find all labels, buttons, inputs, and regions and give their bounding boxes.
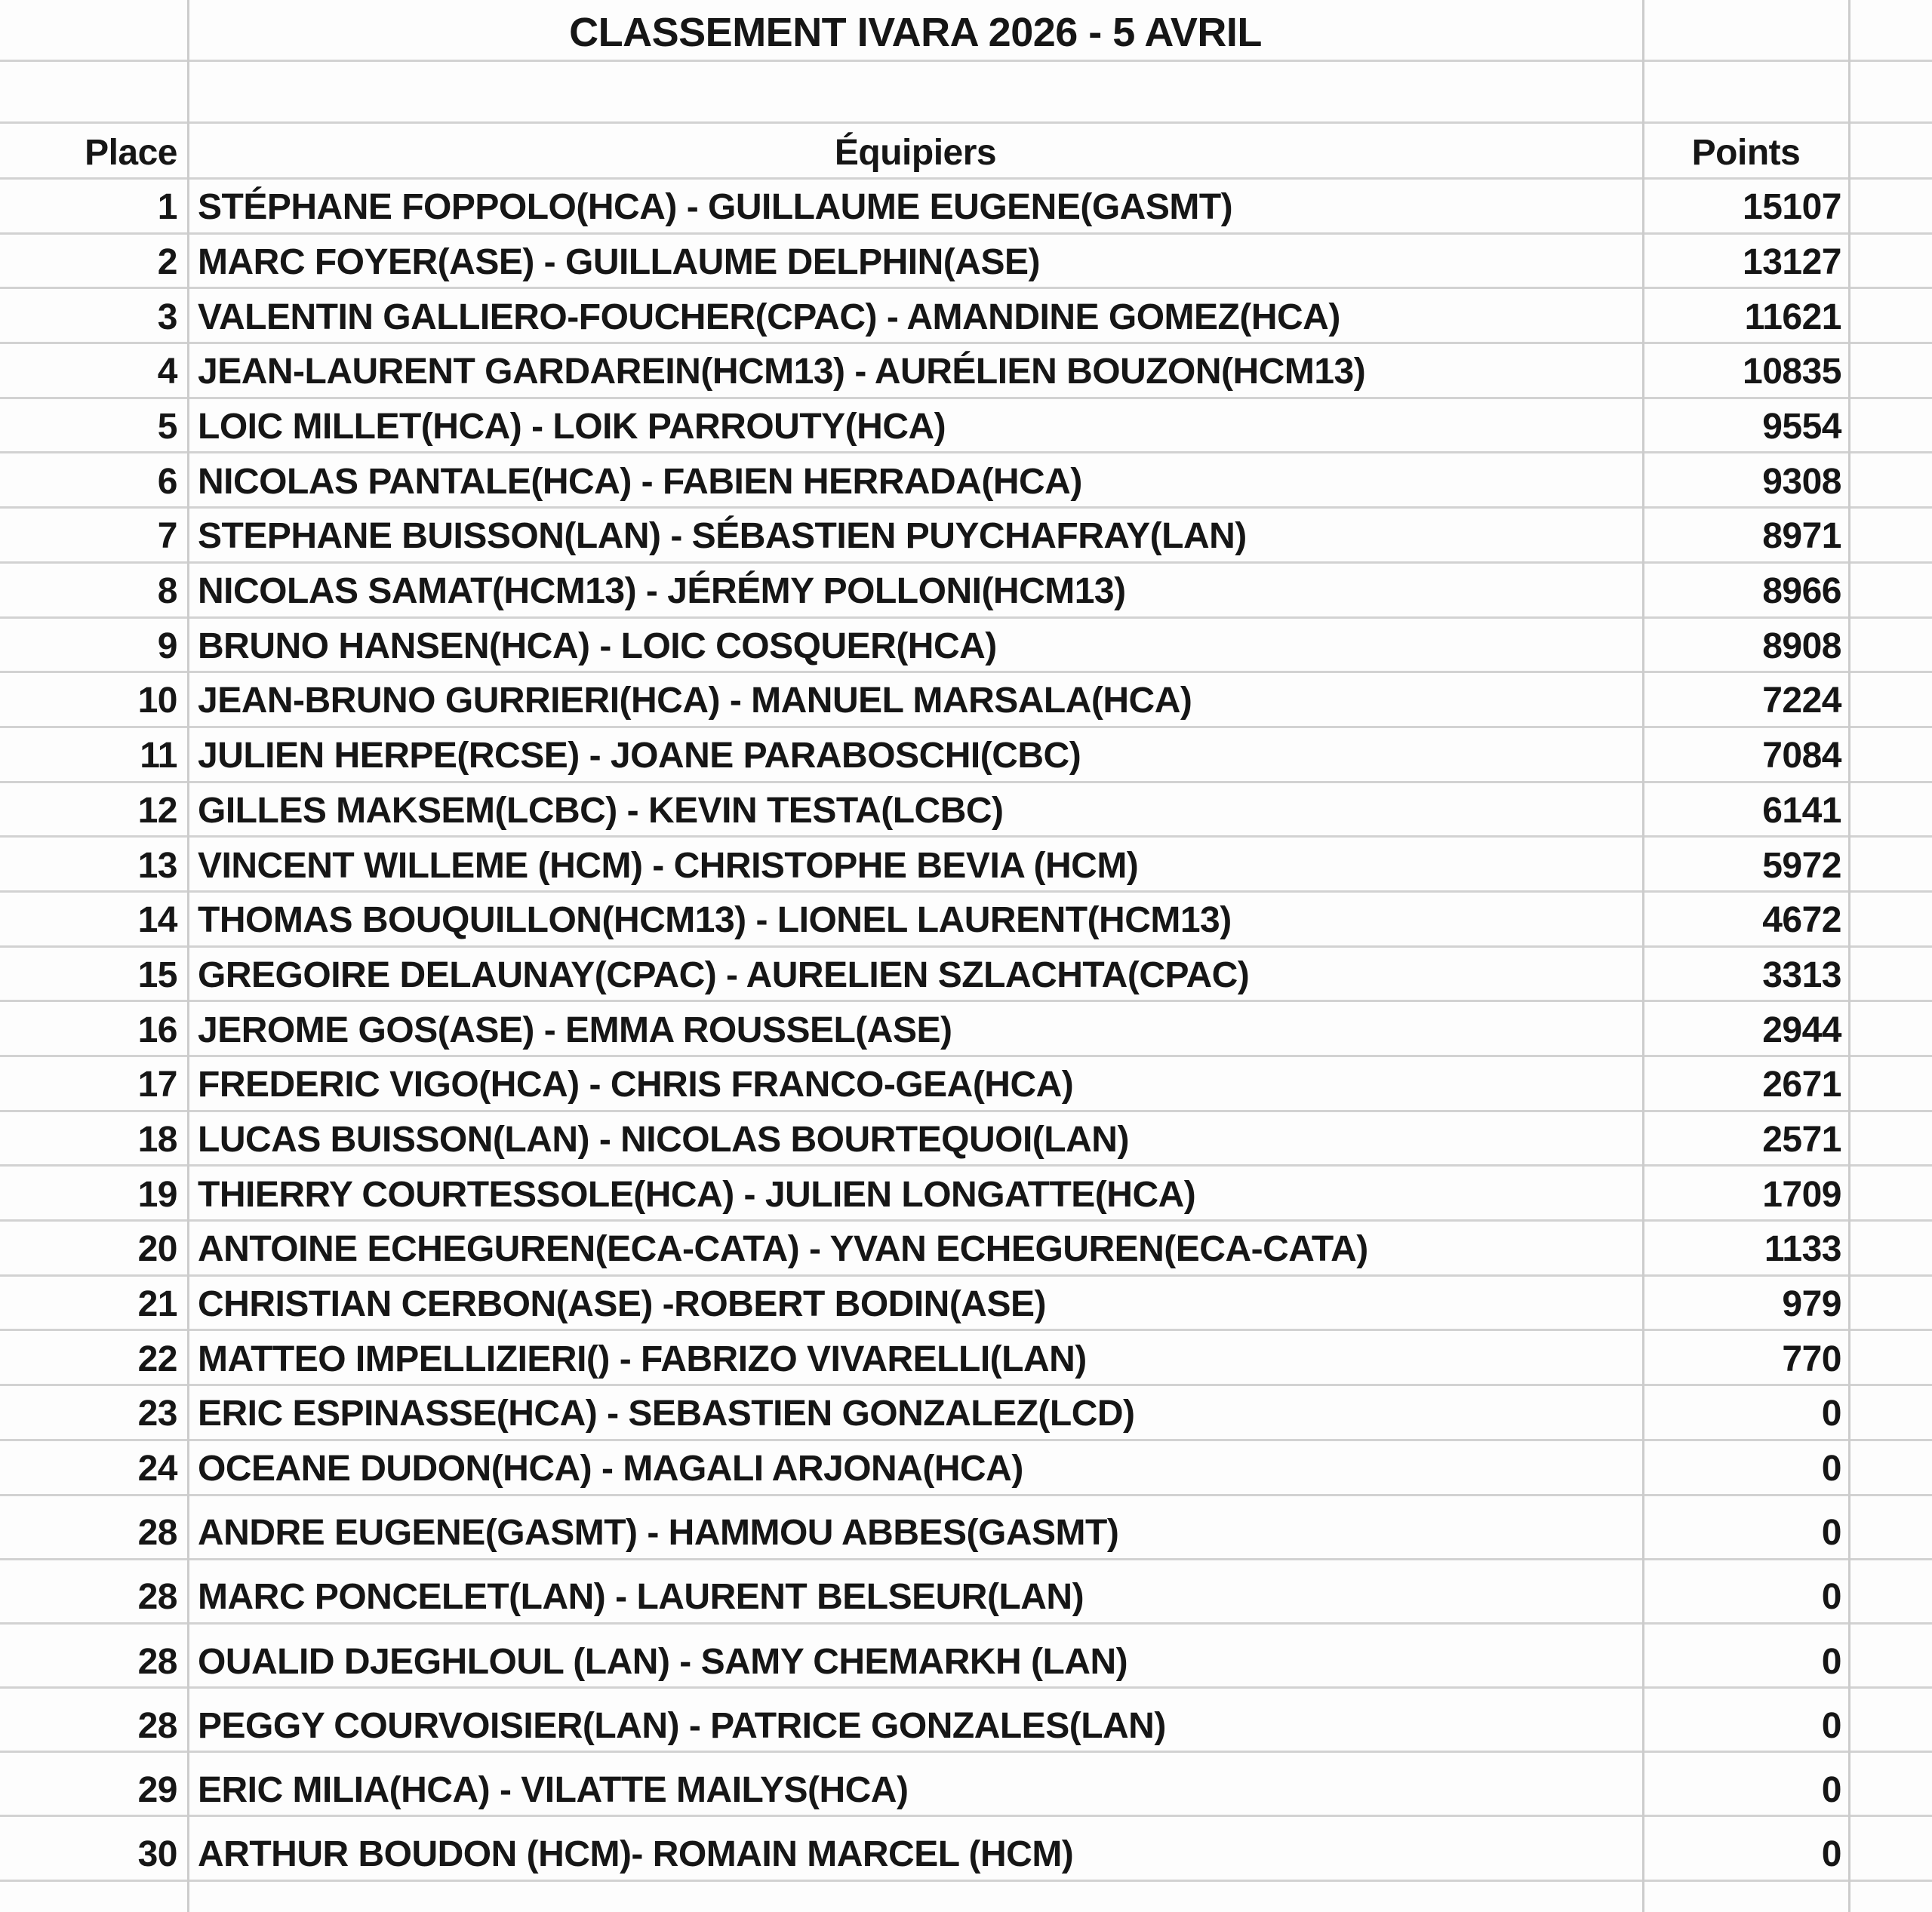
cell-team[interactable]: GILLES MAKSEM(LCBC) - KEVIN TESTA(LCBC) <box>198 790 1004 831</box>
cell-empty <box>1849 1874 1932 1880</box>
cell-team[interactable]: BRUNO HANSEN(HCA) - LOIC COSQUER(HCA) <box>198 626 997 666</box>
cell-team[interactable]: ERIC MILIA(HCA) - VILATTE MAILYS(HCA) <box>198 1770 909 1811</box>
cell-team[interactable]: THIERRY COURTESSOLE(HCA) - JULIEN LONGATTE(HCA) <box>198 1174 1196 1215</box>
cell-place[interactable]: 20 <box>137 1229 177 1270</box>
cell-place[interactable]: 4 <box>157 352 177 392</box>
cell-place[interactable]: 18 <box>137 1119 177 1160</box>
cell-place[interactable]: 2 <box>157 241 177 282</box>
cell-place[interactable]: 16 <box>137 1010 177 1050</box>
cell-team[interactable]: STEPHANE BUISSON(LAN) - SÉBASTIEN PUYCHAFRAY(LAN) <box>198 516 1247 557</box>
cell-points[interactable]: 0 <box>1821 1770 1841 1811</box>
cell-place[interactable]: 29 <box>137 1770 177 1811</box>
cell-empty <box>1849 392 1932 397</box>
cell-empty <box>1849 721 1932 726</box>
cell-empty <box>1849 1379 1932 1384</box>
cell-team[interactable]: ANDRE EUGENE(GASMT) - HAMMOU ABBES(GASMT) <box>198 1513 1119 1554</box>
header-points[interactable]: Points <box>1691 132 1801 173</box>
cell-place[interactable]: 17 <box>137 1065 177 1105</box>
cell-points[interactable]: 1133 <box>1764 1229 1841 1270</box>
cell-empty <box>1849 1050 1932 1055</box>
cell-empty <box>1849 227 1932 232</box>
cell-team[interactable]: STÉPHANE FOPPOLO(HCA) - GUILLAUME EUGENE(GASMT) <box>198 187 1233 228</box>
cell-points[interactable]: 0 <box>1821 1641 1841 1682</box>
cell-place[interactable]: 28 <box>137 1641 177 1682</box>
cell-points[interactable]: 0 <box>1821 1577 1841 1618</box>
cell-place[interactable]: 19 <box>137 1174 177 1215</box>
cell-place[interactable]: 14 <box>137 900 177 941</box>
cell-empty <box>1849 666 1932 671</box>
cell-empty <box>1849 1159 1932 1164</box>
cell-team[interactable]: LUCAS BUISSON(LAN) - NICOLAS BOURTEQUOI(LAN) <box>198 1119 1129 1160</box>
cell-team[interactable]: NICOLAS PANTALE(HCA) - FABIEN HERRADA(HCA) <box>198 461 1082 502</box>
cell-empty <box>1849 281 1932 287</box>
cell-empty <box>1849 501 1932 506</box>
cell-empty <box>1849 1105 1932 1110</box>
cell-place[interactable]: 21 <box>137 1284 177 1325</box>
cell-team[interactable]: JULIEN HERPE(RCSE) - JOANE PARABOSCHI(CBC) <box>198 736 1081 776</box>
cell-empty <box>1849 1809 1932 1815</box>
cell-points[interactable]: 2944 <box>1762 1010 1841 1050</box>
cell-place[interactable]: 7 <box>157 516 177 557</box>
cell-team[interactable]: ANTOINE ECHEGUREN(ECA-CATA) - YVAN ECHEGUREN(ECA-CATA) <box>198 1229 1368 1270</box>
cell-team[interactable]: MARC FOYER(ASE) - GUILLAUME DELPHIN(ASE) <box>198 241 1040 282</box>
cell-empty <box>1849 1553 1932 1558</box>
cell-points[interactable]: 9554 <box>1762 407 1841 447</box>
cell-team[interactable]: LOIC MILLET(HCA) - LOIK PARROUTY(HCA) <box>198 407 946 447</box>
cell-place[interactable]: 11 <box>140 736 177 776</box>
cell-points[interactable]: 6141 <box>1762 790 1841 831</box>
cell-team[interactable]: GREGOIRE DELAUNAY(CPAC) - AURELIEN SZLACHTA(CPAC) <box>198 954 1250 995</box>
gridline-vertical-points-right <box>1848 0 1850 1912</box>
cell-place[interactable]: 9 <box>157 626 177 666</box>
cell-empty <box>1849 1681 1932 1686</box>
cell-empty <box>1849 611 1932 616</box>
cell-team[interactable]: NICOLAS SAMAT(HCM13) - JÉRÉMY POLLONI(HCM13) <box>198 571 1126 612</box>
cell-points[interactable]: 7084 <box>1762 736 1841 776</box>
cell-team[interactable]: JEAN-LAURENT GARDAREIN(HCM13) - AURÉLIEN BOUZON(HCM13) <box>198 352 1366 392</box>
gridline-vertical-place <box>187 0 189 1912</box>
cell-place[interactable]: 3 <box>157 297 177 337</box>
cell-place[interactable]: 15 <box>137 954 177 995</box>
cell-empty <box>1849 1434 1932 1439</box>
cell-place[interactable]: 30 <box>137 1834 177 1875</box>
cell-place[interactable]: 23 <box>137 1394 177 1434</box>
header-empty <box>1849 172 1932 177</box>
cell-empty <box>1849 885 1932 890</box>
cell-team[interactable]: VINCENT WILLEME (HCM) - CHRISTOPHE BEVIA (HCM) <box>198 845 1139 886</box>
header-team[interactable]: Équipiers <box>834 132 997 173</box>
cell-points[interactable]: 2571 <box>1762 1119 1841 1160</box>
cell-empty <box>1849 1617 1932 1622</box>
cell-team[interactable]: PEGGY COURVOISIER(LAN) - PATRICE GONZALES(LAN) <box>198 1705 1166 1746</box>
cell-team[interactable]: JEROME GOS(ASE) - EMMA ROUSSEL(ASE) <box>198 1010 952 1050</box>
cell-empty <box>1849 556 1932 561</box>
cell-points[interactable]: 5972 <box>1762 845 1841 886</box>
cell-empty <box>1849 1323 1932 1329</box>
cell-points[interactable]: 8966 <box>1762 571 1841 612</box>
cell-points[interactable]: 0 <box>1821 1834 1841 1875</box>
cell-empty <box>1849 994 1932 1000</box>
cell-empty <box>1849 1489 1932 1494</box>
cell-place[interactable]: 8 <box>157 571 177 612</box>
cell-team[interactable]: MATTEO IMPELLIZIERI() - FABRIZO VIVARELLI(LAN) <box>198 1339 1087 1379</box>
cell-place[interactable]: 24 <box>137 1449 177 1489</box>
cell-team[interactable]: JEAN-BRUNO GURRIERI(HCA) - MANUEL MARSALA(HCA) <box>198 681 1192 721</box>
cell-points[interactable]: 0 <box>1821 1394 1841 1434</box>
cell-points[interactable]: 11621 <box>1744 297 1841 337</box>
cell-team[interactable]: VALENTIN GALLIERO-FOUCHER(CPAC) - AMANDINE GOMEZ(HCA) <box>198 297 1340 337</box>
cell-place[interactable]: 28 <box>137 1577 177 1618</box>
cell-place[interactable]: 6 <box>157 461 177 502</box>
cell-points[interactable]: 7224 <box>1762 681 1841 721</box>
cell-team[interactable]: ERIC ESPINASSE(HCA) - SEBASTIEN GONZALEZ(LCD) <box>198 1394 1135 1434</box>
cell-points[interactable]: 770 <box>1782 1339 1841 1379</box>
cell-team[interactable]: CHRISTIAN CERBON(ASE) -ROBERT BODIN(ASE) <box>198 1284 1046 1325</box>
header-place[interactable]: Place <box>85 132 177 173</box>
cell-team[interactable]: OCEANE DUDON(HCA) - MAGALI ARJONA(HCA) <box>198 1449 1023 1489</box>
cell-place[interactable]: 22 <box>137 1339 177 1379</box>
cell-place[interactable]: 28 <box>137 1705 177 1746</box>
cell-points[interactable]: 979 <box>1782 1284 1841 1325</box>
cell-place[interactable]: 13 <box>137 845 177 886</box>
cell-place[interactable]: 5 <box>157 407 177 447</box>
cell-empty <box>1849 940 1932 945</box>
cell-points[interactable]: 0 <box>1821 1449 1841 1489</box>
cell-empty <box>1849 830 1932 835</box>
cell-points[interactable]: 3313 <box>1762 954 1841 995</box>
cell-points[interactable]: 1709 <box>1762 1174 1841 1215</box>
cell-place[interactable]: 28 <box>137 1513 177 1554</box>
cell-points[interactable]: 0 <box>1821 1705 1841 1746</box>
cell-points[interactable]: 9308 <box>1762 461 1841 502</box>
cell-place[interactable]: 10 <box>137 681 177 721</box>
cell-points[interactable]: 15107 <box>1743 187 1841 228</box>
cell-empty <box>1849 337 1932 342</box>
cell-empty <box>1849 776 1932 781</box>
cell-points[interactable]: 4672 <box>1762 900 1841 941</box>
cell-points[interactable]: 13127 <box>1743 241 1841 282</box>
title-row <box>0 0 1932 62</box>
cell-empty <box>1849 1745 1932 1751</box>
cell-points[interactable]: 2671 <box>1762 1065 1841 1105</box>
cell-points[interactable]: 0 <box>1821 1513 1841 1554</box>
gridline-vertical-points-left <box>1642 0 1644 1912</box>
cell-place[interactable]: 1 <box>157 187 177 228</box>
cell-team[interactable]: OUALID DJEGHLOUL (LAN) - SAMY CHEMARKH (LAN) <box>198 1641 1128 1682</box>
cell-place[interactable]: 12 <box>137 790 177 831</box>
cell-empty <box>1849 446 1932 451</box>
sheet-title: CLASSEMENT IVARA 2026 - 5 AVRIL <box>569 10 1262 55</box>
cell-empty <box>1849 1214 1932 1219</box>
cell-team[interactable]: FREDERIC VIGO(HCA) - CHRIS FRANCO-GEA(HCA) <box>198 1065 1074 1105</box>
cell-points[interactable]: 8971 <box>1762 516 1841 557</box>
cell-points[interactable]: 10835 <box>1743 352 1841 392</box>
cell-team[interactable]: ARTHUR BOUDON (HCM)- ROMAIN MARCEL (HCM) <box>198 1834 1074 1875</box>
cell-empty <box>1849 1269 1932 1274</box>
cell-team[interactable]: THOMAS BOUQUILLON(HCM13) - LIONEL LAURENT(HCM13) <box>198 900 1232 941</box>
cell-team[interactable]: MARC PONCELET(LAN) - LAURENT BELSEUR(LAN) <box>198 1577 1084 1618</box>
cell-points[interactable]: 8908 <box>1762 626 1841 666</box>
